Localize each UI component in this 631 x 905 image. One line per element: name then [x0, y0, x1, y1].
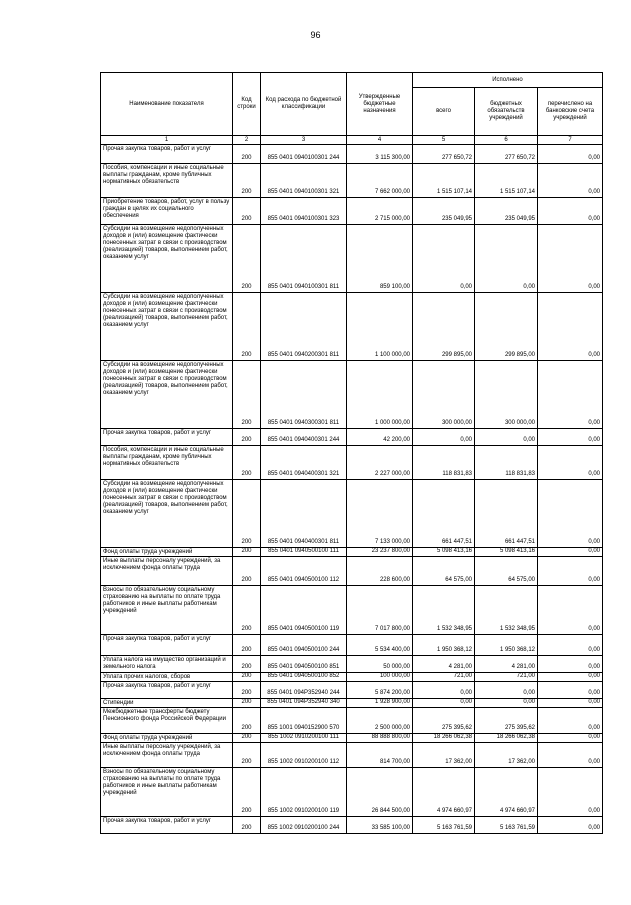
row-executed-total: 0,00	[413, 682, 475, 699]
row-name: Прочая закупка товаров, работ и услуг	[101, 682, 233, 699]
row-budget-code: 855 0401 0940300301 811	[261, 361, 347, 429]
row-executed-bank: 0,00	[538, 768, 603, 817]
row-line-code: 200	[233, 682, 261, 699]
row-executed-institutions: 64 575,00	[475, 557, 538, 586]
row-executed-total: 277 650,72	[413, 145, 475, 164]
row-line-code: 200	[233, 145, 261, 164]
row-line-code: 200	[233, 656, 261, 673]
row-executed-total: 721,00	[413, 673, 475, 682]
row-approved-amount: 26 844 500,00	[347, 768, 413, 817]
table-row	[101, 198, 603, 225]
row-executed-institutions: 1 950 368,12	[475, 635, 538, 656]
table-row	[101, 656, 603, 673]
row-name: Субсидии на возмещение недополученных доходов и (или) возмещение фактически понесенных затрат в связи с производством (реализацией) товаров, выполнением работ, оказанием услуг	[101, 293, 233, 361]
row-budget-code: 855 1002 0910200100 111	[261, 734, 347, 743]
row-name: Иные выплаты персоналу учреждений, за исключением фонда оплаты труда	[101, 557, 233, 586]
row-name: Фонд оплаты труда учреждений	[101, 548, 233, 557]
table-row	[101, 708, 603, 734]
row-approved-amount: 1 000 000,00	[347, 361, 413, 429]
row-budget-code: 855 1001 0940152900 570	[261, 708, 347, 734]
row-executed-bank: 0,00	[538, 225, 603, 293]
table-row	[101, 225, 603, 293]
row-line-code: 200	[233, 743, 261, 768]
row-approved-amount: 23 237 800,00	[347, 548, 413, 557]
row-executed-bank: 0,00	[538, 682, 603, 699]
row-approved-amount: 2 715 000,00	[347, 198, 413, 225]
row-executed-institutions: 1 532 348,95	[475, 586, 538, 635]
row-executed-total: 0,00	[413, 429, 475, 446]
row-approved-amount: 228 600,00	[347, 557, 413, 586]
table-row	[101, 586, 603, 635]
row-name: Субсидии на возмещение недополученных доходов и (или) возмещение фактически понесенных затрат в связи с производством (реализацией) товаров, выполнением работ, оказанием услуг	[101, 480, 233, 548]
table-row	[101, 293, 603, 361]
row-executed-institutions: 17 362,00	[475, 743, 538, 768]
row-line-code: 200	[233, 225, 261, 293]
row-executed-institutions: 1 515 107,14	[475, 164, 538, 198]
row-name: Приобретение товаров, работ, услуг в пользу граждан в целях их социального обеспечения	[101, 198, 233, 225]
row-executed-bank: 0,00	[538, 145, 603, 164]
row-line-code: 200	[233, 548, 261, 557]
row-budget-code: 855 0401 0940500100 852	[261, 673, 347, 682]
row-budget-code: 855 0401 0940400301 244	[261, 429, 347, 446]
row-executed-total: 300 000,00	[413, 361, 475, 429]
row-executed-total: 0,00	[413, 225, 475, 293]
row-approved-amount: 859 100,00	[347, 225, 413, 293]
row-executed-total: 1 950 368,12	[413, 635, 475, 656]
row-budget-code: 855 0401 0940100301 811	[261, 225, 347, 293]
column-number: 4	[347, 136, 413, 145]
row-approved-amount: 1 100 000,00	[347, 293, 413, 361]
row-executed-institutions: 235 049,95	[475, 198, 538, 225]
header-bank-accounts: перечислено на банковские счета учреждений	[538, 88, 603, 136]
row-approved-amount: 7 017 800,00	[347, 586, 413, 635]
table-row	[101, 699, 603, 708]
row-executed-institutions: 118 831,83	[475, 446, 538, 480]
row-budget-code: 855 1002 0910200100 244	[261, 817, 347, 834]
row-line-code: 200	[233, 635, 261, 656]
row-executed-total: 5 163 761,59	[413, 817, 475, 834]
row-budget-code: 855 0401 094P352940 244	[261, 682, 347, 699]
row-executed-bank: 0,00	[538, 361, 603, 429]
row-line-code: 200	[233, 708, 261, 734]
row-budget-code: 855 0401 0940200301 811	[261, 293, 347, 361]
row-executed-institutions: 0,00	[475, 699, 538, 708]
header-executed: Исполнено	[413, 73, 603, 88]
row-name: Пособия, компенсации и иные социальные выплаты гражданам, кроме публичных нормативных обязательств	[101, 446, 233, 480]
row-name: Стипендии	[101, 699, 233, 708]
budget-execution-table	[100, 72, 603, 834]
row-line-code: 200	[233, 429, 261, 446]
table-row	[101, 557, 603, 586]
row-executed-institutions: 661 447,51	[475, 480, 538, 548]
table-row	[101, 429, 603, 446]
column-number: 5	[413, 136, 475, 145]
row-name: Уплата прочих налогов, сборов	[101, 673, 233, 682]
row-executed-bank: 0,00	[538, 557, 603, 586]
column-number: 6	[475, 136, 538, 145]
row-executed-bank: 0,00	[538, 734, 603, 743]
row-line-code: 200	[233, 480, 261, 548]
row-executed-institutions: 18 266 062,38	[475, 734, 538, 743]
table-row	[101, 635, 603, 656]
row-approved-amount: 42 200,00	[347, 429, 413, 446]
row-name: Прочая закупка товаров, работ и услуг	[101, 817, 233, 834]
row-executed-institutions: 4 974 660,97	[475, 768, 538, 817]
row-line-code: 200	[233, 557, 261, 586]
row-executed-institutions: 277 650,72	[475, 145, 538, 164]
row-executed-bank: 0,00	[538, 446, 603, 480]
table-row	[101, 734, 603, 743]
row-budget-code: 855 0401 0940400301 321	[261, 446, 347, 480]
header-institutions: бюджетных обязательств учреждений	[475, 88, 538, 136]
row-executed-total: 275 395,62	[413, 708, 475, 734]
row-executed-total: 1 515 107,14	[413, 164, 475, 198]
table-row	[101, 768, 603, 817]
row-executed-bank: 0,00	[538, 699, 603, 708]
row-executed-total: 5 098 413,16	[413, 548, 475, 557]
row-line-code: 200	[233, 446, 261, 480]
row-executed-total: 118 831,83	[413, 446, 475, 480]
row-executed-total: 4 974 660,97	[413, 768, 475, 817]
row-budget-code: 855 0401 0940500100 111	[261, 548, 347, 557]
header-approved: Утвержденные бюджетные назначения	[347, 73, 413, 136]
row-budget-code: 855 1002 0910200100 112	[261, 743, 347, 768]
row-approved-amount: 2 500 000,00	[347, 708, 413, 734]
row-name: Фонд оплаты труда учреждений	[101, 734, 233, 743]
row-executed-bank: 0,00	[538, 429, 603, 446]
row-executed-bank: 0,00	[538, 548, 603, 557]
row-name: Прочая закупка товаров, работ и услуг	[101, 429, 233, 446]
row-executed-institutions: 299 895,00	[475, 293, 538, 361]
row-name: Межбюджетные трансферты бюджету Пенсионного фонда Российской Федерации	[101, 708, 233, 734]
row-name: Уплата налога на имущество организаций и земельного налога	[101, 656, 233, 673]
column-number: 1	[101, 136, 233, 145]
table-row	[101, 480, 603, 548]
row-budget-code: 855 0401 0940500100 119	[261, 586, 347, 635]
table-row	[101, 446, 603, 480]
header-name: Наименование показателя	[101, 73, 233, 136]
row-approved-amount: 1 928 900,00	[347, 699, 413, 708]
row-executed-institutions: 275 395,62	[475, 708, 538, 734]
row-executed-bank: 0,00	[538, 743, 603, 768]
column-number: 2	[233, 136, 261, 145]
table-row	[101, 817, 603, 834]
row-line-code: 200	[233, 198, 261, 225]
row-executed-bank: 0,00	[538, 198, 603, 225]
column-number: 3	[261, 136, 347, 145]
row-executed-bank: 0,00	[538, 586, 603, 635]
row-line-code: 200	[233, 817, 261, 834]
row-line-code: 200	[233, 768, 261, 817]
row-name: Пособия, компенсации и иные социальные выплаты гражданам, кроме публичных нормативных обязательств	[101, 164, 233, 198]
table-row	[101, 164, 603, 198]
row-budget-code: 855 0401 0940500100 112	[261, 557, 347, 586]
row-executed-total: 18 266 062,38	[413, 734, 475, 743]
row-line-code: 200	[233, 673, 261, 682]
row-executed-institutions: 5 163 761,59	[475, 817, 538, 834]
row-approved-amount: 7 133 000,00	[347, 480, 413, 548]
row-approved-amount: 5 874 200,00	[347, 682, 413, 699]
row-line-code: 200	[233, 734, 261, 743]
row-executed-bank: 0,00	[538, 480, 603, 548]
header-line-code: Код строки	[233, 73, 261, 136]
row-name: Субсидии на возмещение недополученных доходов и (или) возмещение фактически понесенных затрат в связи с производством (реализацией) товаров, выполнением работ, оказанием услуг	[101, 225, 233, 293]
row-name: Взносы по обязательному социальному страхованию на выплаты по оплате труда работников и иные выплаты работникам учреждений	[101, 586, 233, 635]
row-executed-institutions: 5 098 413,16	[475, 548, 538, 557]
row-line-code: 200	[233, 699, 261, 708]
row-approved-amount: 100 000,00	[347, 673, 413, 682]
row-approved-amount: 2 227 000,00	[347, 446, 413, 480]
row-budget-code: 855 0401 0940400301 811	[261, 480, 347, 548]
table-row	[101, 361, 603, 429]
row-approved-amount: 7 662 000,00	[347, 164, 413, 198]
row-executed-institutions: 721,00	[475, 673, 538, 682]
row-line-code: 200	[233, 586, 261, 635]
row-executed-institutions: 0,00	[475, 429, 538, 446]
row-executed-institutions: 4 281,00	[475, 656, 538, 673]
table-row	[101, 682, 603, 699]
row-approved-amount: 88 888 800,00	[347, 734, 413, 743]
row-approved-amount: 33 585 100,00	[347, 817, 413, 834]
row-approved-amount: 5 534 400,00	[347, 635, 413, 656]
row-approved-amount: 814 700,00	[347, 743, 413, 768]
row-executed-bank: 0,00	[538, 635, 603, 656]
row-executed-bank: 0,00	[538, 673, 603, 682]
row-line-code: 200	[233, 164, 261, 198]
table-row	[101, 673, 603, 682]
row-executed-total: 235 049,95	[413, 198, 475, 225]
table-body	[101, 145, 603, 834]
page-number: 96	[310, 30, 321, 40]
row-budget-code: 855 0401 0940100301 321	[261, 164, 347, 198]
row-budget-code: 855 0401 0940100301 323	[261, 198, 347, 225]
row-executed-total: 0,00	[413, 699, 475, 708]
row-executed-total: 17 362,00	[413, 743, 475, 768]
header-budget-code: Код расхода по бюджетной классификации	[261, 73, 347, 136]
row-line-code: 200	[233, 361, 261, 429]
row-executed-bank: 0,00	[538, 164, 603, 198]
row-executed-total: 299 895,00	[413, 293, 475, 361]
row-approved-amount: 3 115 300,00	[347, 145, 413, 164]
row-budget-code: 855 0401 0940100301 244	[261, 145, 347, 164]
row-executed-institutions: 0,00	[475, 225, 538, 293]
row-executed-total: 1 532 348,95	[413, 586, 475, 635]
row-executed-total: 64 575,00	[413, 557, 475, 586]
table-row	[101, 743, 603, 768]
row-name: Прочая закупка товаров, работ и услуг	[101, 145, 233, 164]
row-executed-total: 661 447,51	[413, 480, 475, 548]
table-row	[101, 145, 603, 164]
row-name: Взносы по обязательному социальному страхованию на выплаты по оплате труда работников и иные выплаты работникам учреждений	[101, 768, 233, 817]
row-budget-code: 855 0401 0940500100 851	[261, 656, 347, 673]
row-executed-bank: 0,00	[538, 817, 603, 834]
row-executed-total: 4 281,00	[413, 656, 475, 673]
row-executed-bank: 0,00	[538, 656, 603, 673]
row-budget-code: 855 0401 0940500100 244	[261, 635, 347, 656]
header-total: всего	[413, 88, 475, 136]
row-executed-institutions: 300 000,00	[475, 361, 538, 429]
row-executed-bank: 0,00	[538, 293, 603, 361]
row-name: Субсидии на возмещение недополученных доходов и (или) возмещение фактически понесенных затрат в связи с производством (реализацией) товаров, выполнением работ, оказанием услуг	[101, 361, 233, 429]
row-executed-institutions: 0,00	[475, 682, 538, 699]
column-number-row	[101, 136, 603, 145]
row-name: Иные выплаты персоналу учреждений, за исключением фонда оплаты труда	[101, 743, 233, 768]
row-budget-code: 855 0401 094P352940 340	[261, 699, 347, 708]
row-executed-bank: 0,00	[538, 708, 603, 734]
row-line-code: 200	[233, 293, 261, 361]
row-approved-amount: 50 000,00	[347, 656, 413, 673]
column-number: 7	[538, 136, 603, 145]
row-name: Прочая закупка товаров, работ и услуг	[101, 635, 233, 656]
row-budget-code: 855 1002 0910200100 119	[261, 768, 347, 817]
table-row	[101, 548, 603, 557]
